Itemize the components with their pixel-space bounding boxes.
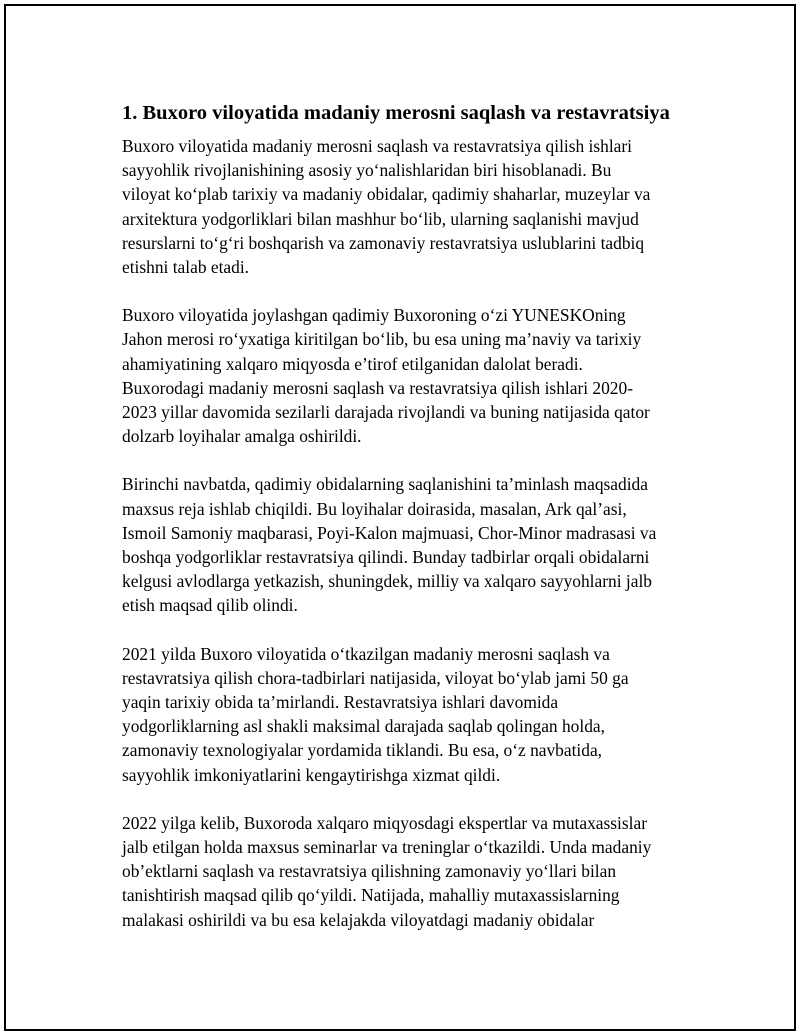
text-line: sayyohlik imkoniyatlarini kengaytirishga xizmat qildi. — [122, 764, 501, 785]
text-line: maxsus reja ishlab chiqildi. Bu loyihalar doirasida, masalan, Ark qal’asi, — [122, 498, 627, 519]
text-line: malakasi oshirildi va bu esa kelajakda viloyatdagi madaniy obidalar — [122, 909, 595, 930]
text-line: viloyat ko‘plab tarixiy va madaniy obidalar, qadimiy shaharlar, muzeylar va — [122, 184, 651, 205]
text-line: Buxoro viloyatida madaniy merosni saqlash va restavratsiya qilish ishlari — [122, 136, 633, 156]
text-line: 2023 yillar davomida sezilarli darajada rivojlandi va buning natijasida qator — [122, 402, 650, 423]
text-line: Buxorodagi madaniy merosni saqlash va restavratsiya qilish ishlari 2020- — [122, 377, 633, 398]
text-line: kelgusi avlodlarga yetkazish, shuningdek, milliy va xalqaro sayyohlarni jalb — [122, 571, 652, 592]
paragraph — [122, 642, 702, 787]
text-line: resurslarni to‘g‘ri boshqarish va zamonaviy restavratsiya uslublarini tadbiq — [122, 232, 645, 253]
text-line: yaqin tarixiy obida ta’mirlandi. Restavratsiya ishlari davomida — [122, 692, 559, 713]
text-line: dolzarb loyihalar amalga oshirildi. — [122, 426, 362, 447]
text-line: tanishtirish maqsad qilib qo‘yildi. Natijada, mahalliy mutaxassislarning — [122, 885, 620, 906]
text-line: 2022 yilga kelib, Buxoroda xalqaro miqyosdagi ekspertlar va mutaxassislar — [122, 812, 647, 833]
text-line: Ismoil Samoniy maqbarasi, Poyi-Kalon majmuasi, Chor-Minor madrasasi va — [122, 522, 657, 543]
paragraph — [122, 303, 702, 448]
text-line: 2021 yilda Buxoro viloyatida o‘tkazilgan madaniy merosni saqlash va — [122, 643, 610, 664]
text-line: Buxoro viloyatida joylashgan qadimiy Buxoroning o‘zi YUNESKOning — [122, 305, 626, 326]
text-line: Birinchi navbatda, qadimiy obidalarning saqlanishini ta’minlash maqsadida — [122, 474, 648, 495]
page-border — [4, 4, 796, 1031]
text-line: Jahon merosi ro‘yxatiga kiritilgan bo‘lib, bu esa uning ma’naviy va tarixiy — [122, 329, 642, 350]
paragraph — [122, 811, 702, 932]
text-line: ob’ektlarni saqlash va restavratsiya qilishning zamonaviy yo‘llari bilan — [122, 861, 617, 882]
text-line: zamonaviy texnologiyalar yordamida tiklandi. Bu esa, o‘z navbatida, — [122, 740, 603, 761]
text-line: arxitektura yodgorliklari bilan mashhur bo‘lib, ularning saqlanishi mavjud — [122, 208, 639, 229]
paragraph-container — [122, 134, 702, 932]
document-body — [122, 100, 702, 956]
text-line: etishni talab etadi. — [122, 257, 250, 278]
paragraph — [122, 134, 702, 279]
text-line: ahamiyatining xalqaro miqyosda e’tirof etilganidan dalolat beradi. — [122, 353, 583, 374]
text-line: restavratsiya qilish chora-tadbirlari natijasida, viloyat bo‘ylab jami 50 ga — [122, 667, 629, 688]
text-line: yodgorliklarning asl shakli maksimal darajada saqlab qolingan holda, — [122, 716, 605, 737]
section-heading: 1. Buxoro viloyatida madaniy merosni saqlash va restavratsiya — [122, 102, 670, 124]
text-line: sayyohlik rivojlanishining asosiy yo‘nalishlaridan biri hisoblanadi. Bu — [122, 160, 612, 181]
paragraph — [122, 472, 702, 617]
text-line: boshqa yodgorliklar restavratsiya qilindi. Bunday tadbirlar orqali obidalarni — [122, 547, 650, 568]
text-line: etish maqsad qilib olindi. — [122, 595, 298, 616]
text-line: jalb etilgan holda maxsus seminarlar va treninglar o‘tkazildi. Unda madaniy — [122, 837, 652, 858]
